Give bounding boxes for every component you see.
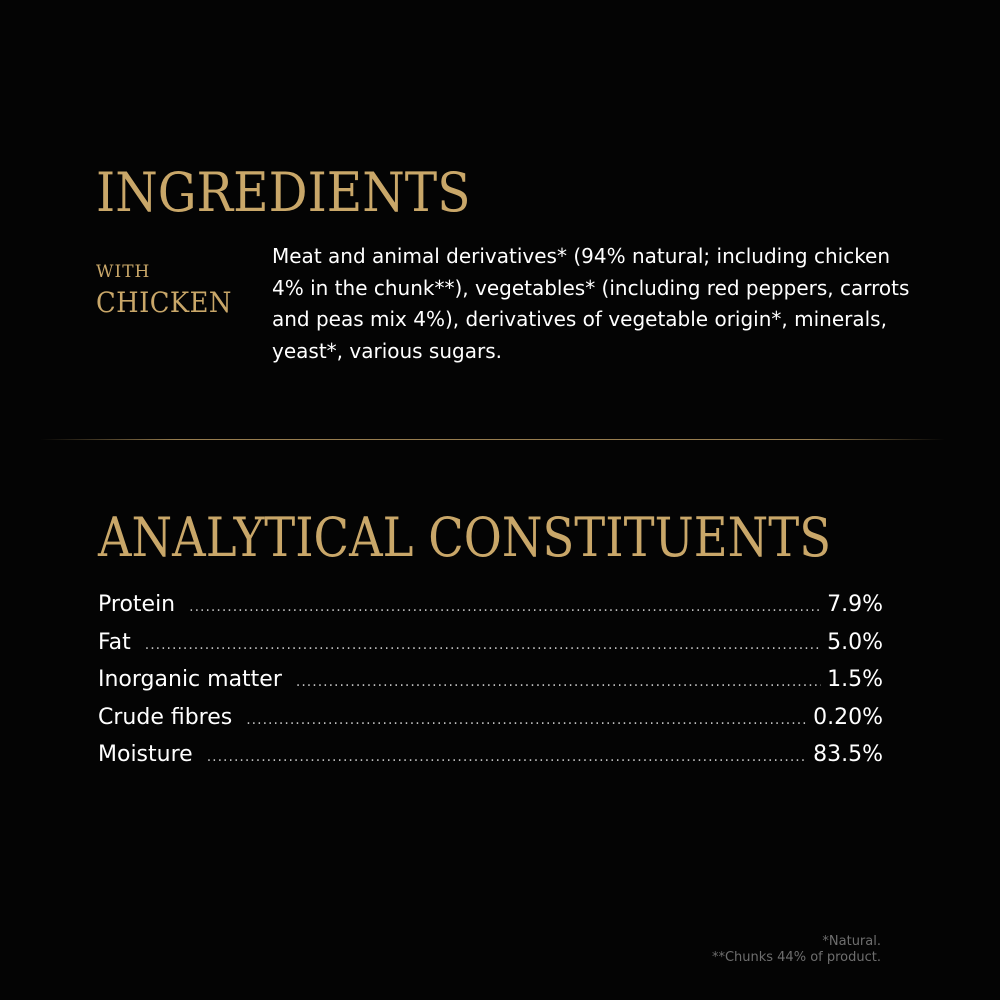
footnotes: [712, 934, 881, 966]
section-divider: [40, 439, 945, 440]
analytical-constituents-heading: ANALYTICAL CONSTITUENTS: [98, 506, 832, 569]
constituent-label: Fat: [98, 629, 131, 655]
footnote-natural: *Natural.: [822, 934, 881, 949]
constituent-label: Crude fibres: [98, 704, 233, 730]
constituent-row: [98, 736, 883, 774]
constituent-row: [98, 699, 883, 737]
constituent-value: 1.5%: [827, 667, 883, 692]
dot-leader: [189, 589, 821, 627]
constituent-value: 0.20%: [813, 704, 883, 730]
constituents-table: [98, 586, 883, 774]
constituent-row: [98, 624, 883, 662]
footnote-chunks: **Chunks 44% of product.: [711, 950, 881, 965]
constituent-value: 7.9%: [827, 592, 883, 617]
constituent-value: 5.0%: [827, 629, 883, 655]
variant-label: [96, 264, 244, 317]
constituent-label: Moisture: [98, 742, 193, 767]
constituent-value: 83.5%: [813, 742, 883, 767]
dot-leader: [246, 702, 807, 740]
constituent-label: Inorganic matter: [98, 667, 282, 692]
dot-leader: [296, 664, 821, 702]
variant-flavour-text: CHICKEN: [96, 286, 232, 319]
ingredients-list: Meat and animal derivatives* (94% natural; including chicken 4% in the chunk**), vegetables* (including red peppers, carrots and peas mix 4%), derivatives of vegetable origin*, minerals, yeast*, various sugars.: [272, 244, 910, 363]
constituent-row: [98, 661, 883, 699]
constituent-row: [98, 586, 883, 624]
constituent-label: Protein: [98, 592, 176, 617]
variant-with-text: WITH: [96, 262, 151, 282]
dot-leader: [145, 627, 821, 665]
dot-leader: [207, 739, 807, 777]
ingredients-heading: INGREDIENTS: [96, 161, 471, 224]
